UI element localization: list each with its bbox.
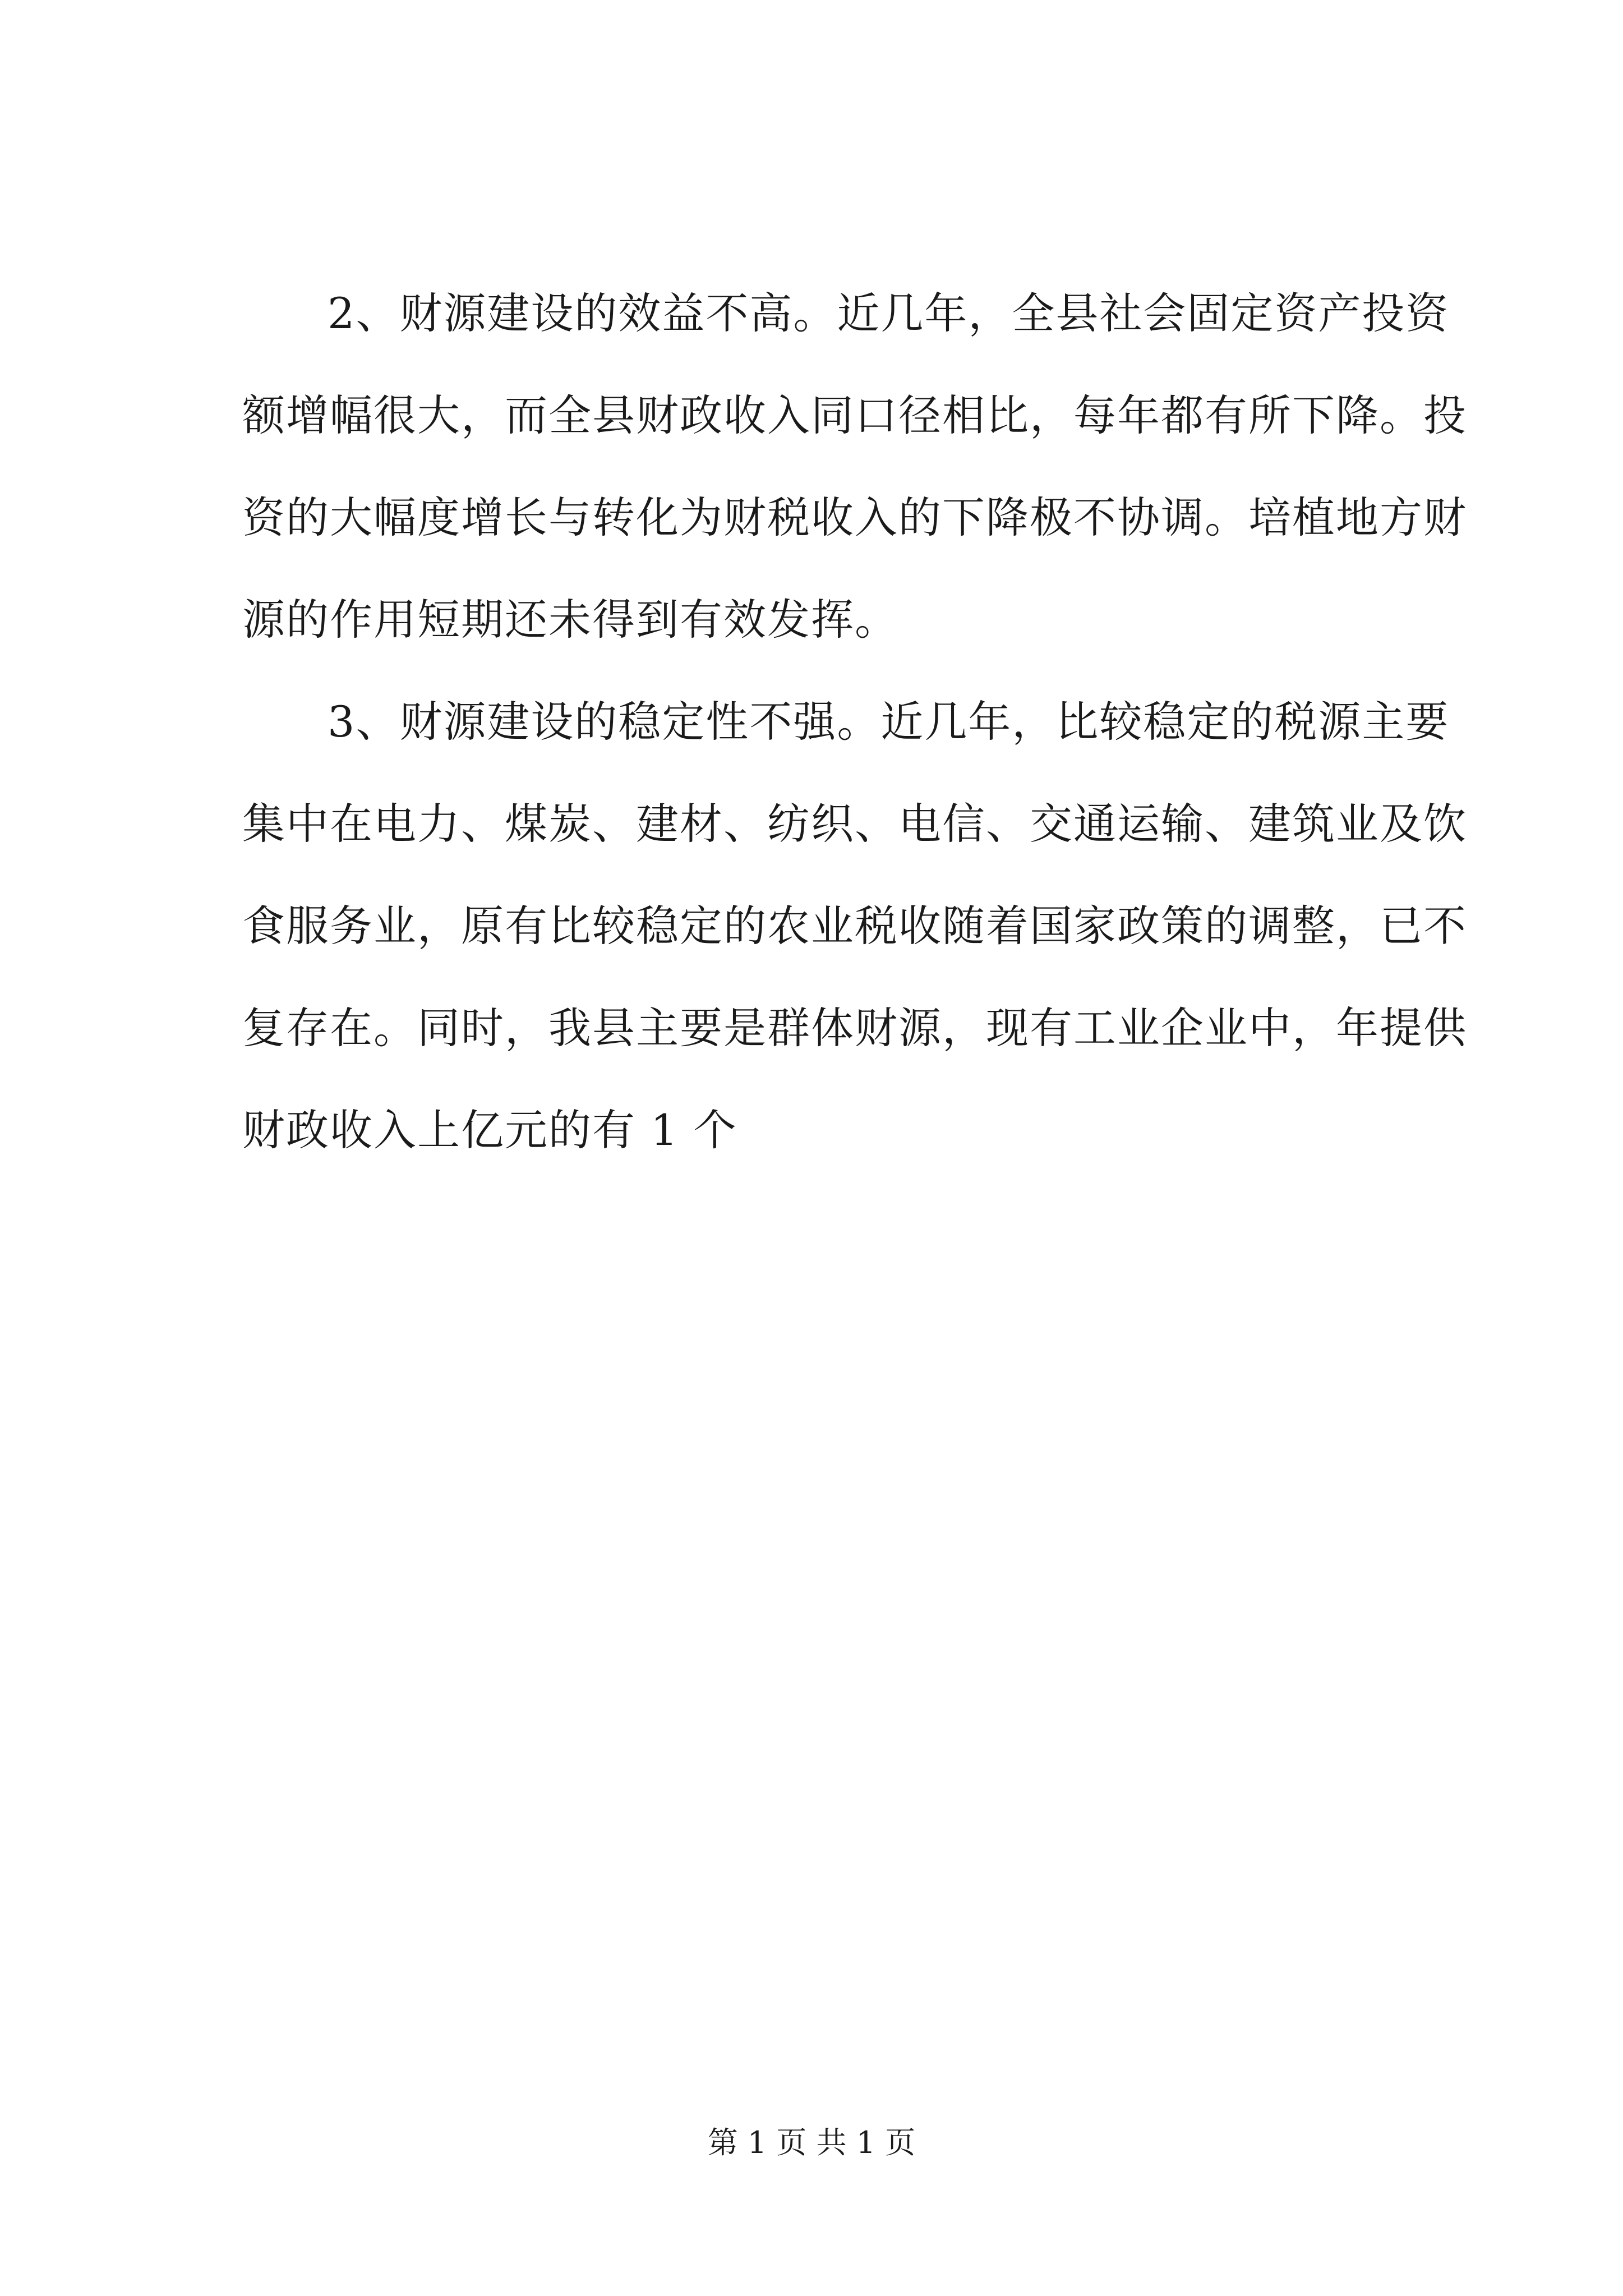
- document-body: [242, 263, 1467, 1181]
- paragraph-line: 集中在电力、煤炭、建材、纺织、电信、交通运输、建筑业及饮: [242, 799, 1467, 849]
- paragraph-line: 额增幅很大，而全县财政收入同口径相比，每年都有所下降。投: [242, 390, 1467, 440]
- paragraph-line: 食服务业，原有比较稳定的农业税收随着国家政策的调整，已不: [242, 901, 1467, 951]
- paragraph-line: 3、财源建设的稳定性不强。近几年，比较稳定的税源主要: [328, 697, 1450, 747]
- paragraph-3: [242, 671, 1467, 1181]
- paragraph-line: 财政收入上亿元的有 1 个: [242, 1105, 737, 1155]
- paragraph-line: 2、财源建设的效益不高。近几年，全县社会固定资产投资: [328, 288, 1450, 338]
- paragraph-2: [242, 263, 1467, 671]
- paragraph-line: 资的大幅度增长与转化为财税收入的下降极不协调。培植地方财: [242, 493, 1467, 542]
- page-footer: 第 1 页 共 1 页: [707, 2125, 916, 2160]
- paragraph-line: 源的作用短期还未得到有效发挥。: [242, 595, 898, 645]
- paragraph-line: 复存在。同时，我县主要是群体财源，现有工业企业中，年提供: [242, 1003, 1467, 1053]
